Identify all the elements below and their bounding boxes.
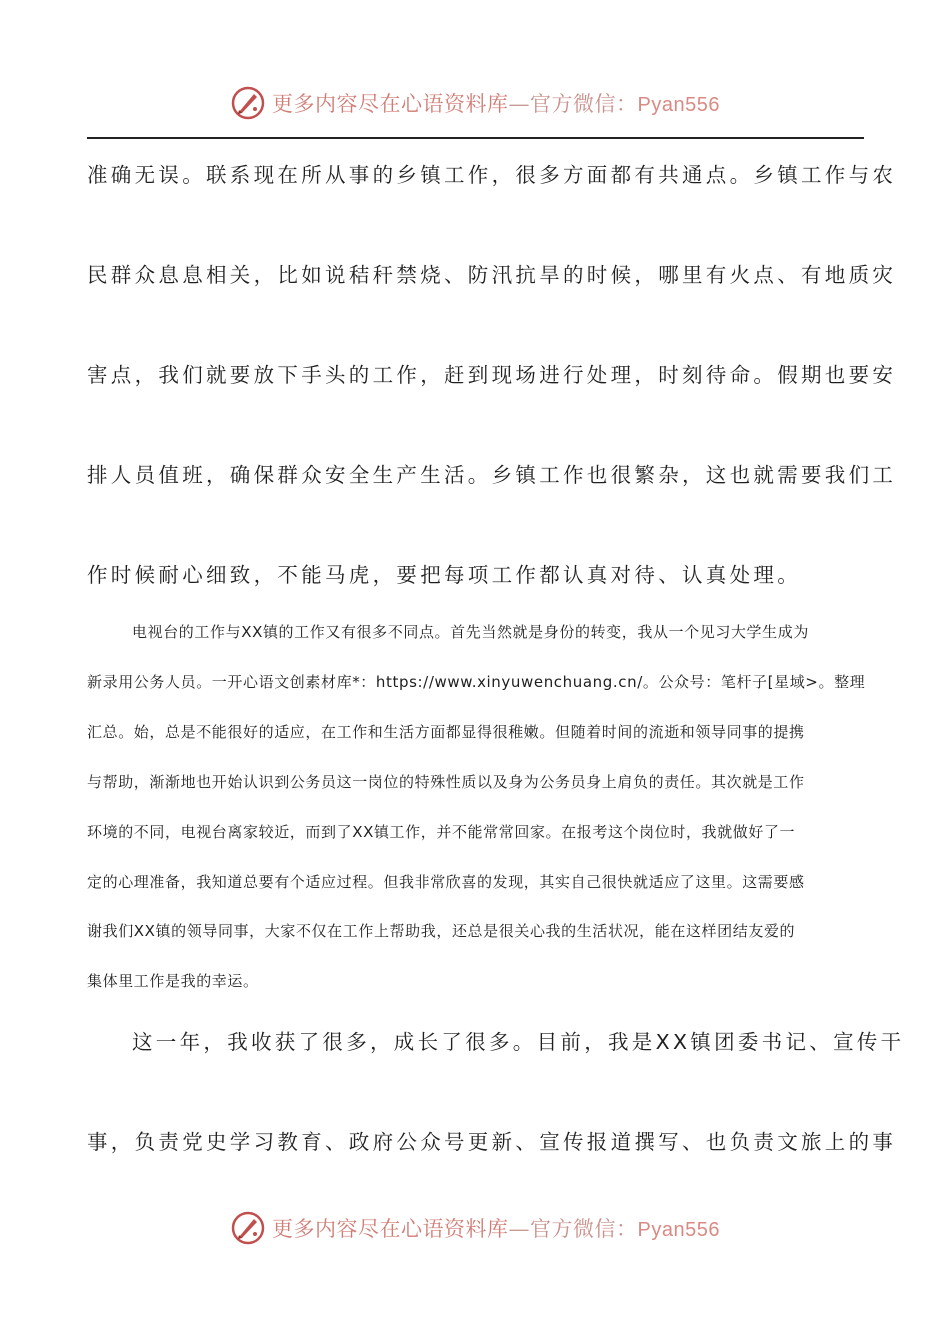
watermark-main-text: 更多内容尽在心语资料库 [272,92,509,116]
body-line-6: 这一年，我收获了很多，成长了很多。目前，我是XX镇团委书记、宣传干 [132,1030,905,1054]
watermark-wechat-label: 官方微信： [530,1217,638,1241]
watermark-wechat-id: Pyan556 [637,94,720,116]
body-line-3: 害点，我们就要放下手头的工作，赶到现场进行处理，时刻待命。假期也要安 [87,363,897,387]
small-line-5: 环境的不同，电视台离家较近，而到了XX镇工作，并不能常常回家。在报考这个岗位时，我就做好了一 [87,823,796,841]
watermark-wechat-label: 官方微信： [530,92,638,116]
small-line-8: 集体里工作是我的幸运。 [87,972,259,990]
small-line-7: 谢我们XX镇的领导同事，大家不仅在工作上帮助我，还总是很关心我的生活状况，能在这样团结友爱的 [87,922,796,940]
watermark-dash: — [508,1217,531,1241]
watermark-wechat-id: Pyan556 [637,1219,720,1241]
small-line-3: 汇总。始，总是不能很好的适应，在工作和生活方面都显得很稚嫩。但随着时间的流逝和领导同事的提携 [87,723,805,741]
body-line-5: 作时候耐心细致，不能马虎，要把每项工作都认真对待、认真处理。 [87,563,801,587]
quill-logo-icon [230,1210,266,1246]
watermark-main-text: 更多内容尽在心语资料库 [272,1217,509,1241]
watermark-dash: — [508,92,531,116]
body-line-7: 事，负责党史学习教育、政府公众号更新、宣传报道撰写、也负责文旅上的事 [87,1130,897,1154]
header-divider [87,137,864,139]
small-line-1: 电视台的工作与XX镇的工作又有很多不同点。首先当然就是身份的转变，我从一个见习大学生成为 [132,623,809,641]
body-line-2: 民群众息息相关，比如说秸秆禁烧、防汛抗旱的时候，哪里有火点、有地质灾 [87,263,897,287]
body-line-1: 准确无误。联系现在所从事的乡镇工作，很多方面都有共通点。乡镇工作与农 [87,163,897,187]
footer-watermark [0,1208,950,1248]
body-line-4: 排人员值班，确保群众安全生产生活。乡镇工作也很繁杂，这也就需要我们工 [87,463,897,487]
header-watermark [0,83,950,123]
small-line-2: 新录用公务人员。一开心语文创素材库*：https://www.xinyuwenchuang.cn/。公众号：笔杆子[星域>。整理 [87,673,866,691]
small-line-6: 定的心理准备，我知道总要有个适应过程。但我非常欣喜的发现，其实自己很快就适应了这里。这需要感 [87,873,805,891]
quill-logo-icon [230,85,266,121]
small-line-4: 与帮助，渐渐地也开始认识到公务员这一岗位的特殊性质以及身为公务员身上肩负的责任。其次就是工作 [87,773,805,791]
